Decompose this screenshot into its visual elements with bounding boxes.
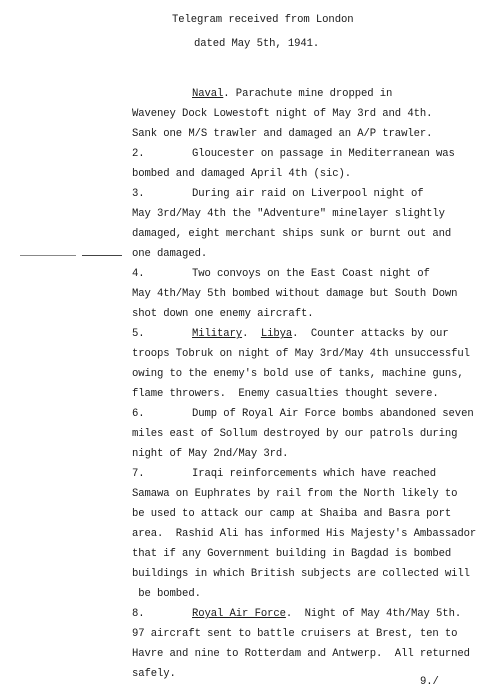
paragraph-7-line-5: that if any Government building in Bagdad is bombed [132,548,452,560]
paragraph-7-line-7: be bombed. [132,588,201,600]
paragraph-3-line-2: May 3rd/May 4th the "Adventure" minelayer slightly [132,208,445,220]
royal-air-force-heading: Royal Air Force [192,608,286,620]
paragraph-8-line-4: safely. [132,668,176,680]
paragraph-7-line-1: Iraqi reinforcements which have reached [192,468,437,480]
paragraph-3-line-4: one damaged. [132,248,208,260]
paragraph-1-line-3: Sank one M/S trawler and damaged an A/P trawler. [132,128,433,140]
paragraph-5-number: 5. [132,328,145,340]
paragraph-8-line-2: 97 aircraft sent to battle cruisers at Brest, ten to [132,628,458,640]
paragraph-6-line-1: Dump of Royal Air Force bombs abandoned seven [192,408,474,420]
paragraph-5-line-4: flame throwers. Enemy casualties thought severe. [132,388,439,400]
paragraph-7-line-3: be used to attack our camp at Shaiba and Basra port [132,508,452,520]
paragraph-1-text: . Parachute mine dropped in [223,88,393,100]
military-heading: Military [192,328,243,340]
paragraph-7-line-4: area. Rashid Ali has informed His Majesty's Ambassador [132,528,477,540]
paragraph-3-line-3: damaged, eight merchant ships sunk or burnt out and [132,228,452,240]
paragraph-8-number: 8. [132,608,145,620]
naval-heading: Naval [192,88,224,100]
paragraph-7-line-2: Samawa on Euphrates by rail from the North likely to [132,488,458,500]
paragraph-6-number: 6. [132,408,145,420]
margin-pencil-mark-2 [82,255,122,256]
libya-heading: Libya [260,328,293,340]
paragraph-4-line-3: shot down one enemy aircraft. [132,308,314,320]
paragraph-4-number: 4. [132,268,145,280]
paragraph-5-line-3: owing to the enemy's bold use of tanks, machine guns, [132,368,464,380]
paragraph-3-number: 3. [132,188,145,200]
paragraph-1-line-2: Waveney Dock Lowestoft night of May 3rd and 4th. [132,108,433,120]
paragraph-5-line-1 [192,328,449,340]
paragraph-5-text: . Counter attacks by our [292,328,449,340]
paragraph-8-line-1 [192,608,461,620]
page-continuation: 9./ [420,676,439,688]
paragraph-3-line-1: During air raid on Liverpool night of [192,188,424,200]
paragraph-6-line-3: night of May 2nd/May 3rd. [132,448,289,460]
header-title: Telegram received from London [172,14,354,26]
paragraph-8-text: . Night of May 4th/May 5th. [285,608,462,620]
paragraph-1-first-line [192,88,392,100]
paragraph-6-line-2: miles east of Sollum destroyed by our patrols during [132,428,458,440]
paragraph-4-line-1: Two convoys on the East Coast night of [192,268,430,280]
paragraph-4-line-2: May 4th/May 5th bombed without damage but South Down [132,288,458,300]
heading-separator: . [242,328,261,340]
paragraph-5-line-2: troops Tobruk on night of May 3rd/May 4th unsuccessful [132,348,470,360]
paragraph-2-number: 2. [132,148,145,160]
header-date: dated May 5th, 1941. [194,38,320,50]
margin-pencil-mark [20,255,76,256]
paragraph-7-number: 7. [132,468,145,480]
paragraph-2-line-1: Gloucester on passage in Mediterranean was [192,148,455,160]
paragraph-8-line-3: Havre and nine to Rotterdam and Antwerp. All returned [132,648,470,660]
paragraph-7-line-6: buildings in which British subjects are collected will [132,568,470,580]
paragraph-2-line-2: bombed and damaged April 4th (sic). [132,168,352,180]
